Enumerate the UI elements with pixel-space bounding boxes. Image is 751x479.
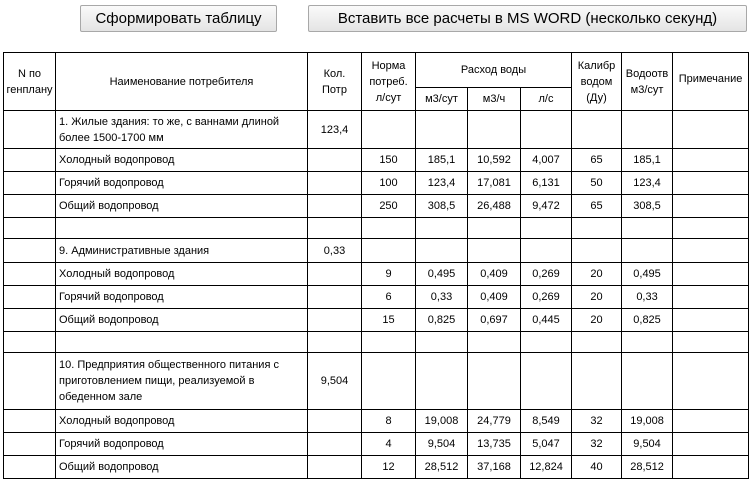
cell-m3h: 26,488 (468, 195, 521, 218)
group-title-row (4, 353, 749, 410)
cell-note (673, 263, 749, 286)
empty-cell (56, 218, 308, 239)
cell-ls: 0,269 (521, 263, 572, 286)
cell-name: Горячий водопровод (56, 433, 308, 456)
cell-ls (521, 353, 572, 410)
cell-count (308, 309, 362, 332)
empty-cell (308, 332, 362, 353)
cell-caliber (572, 239, 622, 263)
cell-count (308, 263, 362, 286)
cell-note (673, 195, 749, 218)
group-title: 9. Административные здания (56, 239, 308, 263)
table-row (4, 172, 749, 195)
cell-m3day: 123,4 (416, 172, 468, 195)
cell-caliber (572, 111, 622, 149)
build-table-button[interactable]: Сформировать таблицу (80, 5, 277, 32)
cell-note (673, 410, 749, 433)
cell-meter: 19,008 (622, 410, 673, 433)
cell-norm: 15 (362, 309, 416, 332)
group-count: 123,4 (308, 111, 362, 149)
group-title: 10. Предприятия общественного питания с приготовлением пищи, реализуемой в обеденном зале (56, 353, 308, 410)
cell-num (4, 149, 56, 172)
cell-meter (622, 353, 673, 410)
cell-ls (521, 111, 572, 149)
cell-caliber: 20 (572, 263, 622, 286)
cell-num (4, 172, 56, 195)
empty-cell (416, 218, 468, 239)
cell-norm: 100 (362, 172, 416, 195)
table-row (4, 309, 749, 332)
blank-row (4, 218, 749, 239)
cell-note (673, 433, 749, 456)
cell-name: Холодный водопровод (56, 149, 308, 172)
cell-num (4, 239, 56, 263)
cell-m3h: 10,592 (468, 149, 521, 172)
insert-word-button[interactable]: Вставить все расчеты в MS WORD (несколько секунд) (308, 5, 747, 32)
cell-m3day (416, 239, 468, 263)
cell-norm (362, 239, 416, 263)
cell-num (4, 410, 56, 433)
cell-ls: 0,269 (521, 286, 572, 309)
header-name: Наименование потребителя (56, 53, 308, 111)
header-norm: Норма потреб. л/сут (362, 53, 416, 111)
cell-name: Общий водопровод (56, 456, 308, 479)
cell-meter: 9,504 (622, 433, 673, 456)
cell-num (4, 195, 56, 218)
cell-caliber: 50 (572, 172, 622, 195)
cell-note (673, 172, 749, 195)
cell-caliber: 32 (572, 433, 622, 456)
table-row (4, 149, 749, 172)
cell-caliber (572, 353, 622, 410)
cell-norm (362, 111, 416, 149)
empty-cell (468, 332, 521, 353)
cell-note (673, 309, 749, 332)
empty-cell (468, 218, 521, 239)
cell-count (308, 410, 362, 433)
cell-ls: 12,824 (521, 456, 572, 479)
cell-note (673, 286, 749, 309)
water-consumption-table (3, 52, 749, 479)
cell-caliber: 20 (572, 309, 622, 332)
empty-cell (521, 332, 572, 353)
cell-num (4, 286, 56, 309)
cell-caliber: 32 (572, 410, 622, 433)
cell-norm (362, 353, 416, 410)
header-m3day: м3/сут (416, 88, 468, 111)
empty-cell (4, 332, 56, 353)
cell-m3day (416, 353, 468, 410)
cell-ls: 6,131 (521, 172, 572, 195)
header-ls: л/с (521, 88, 572, 111)
cell-ls: 4,007 (521, 149, 572, 172)
cell-m3day: 19,008 (416, 410, 468, 433)
cell-m3day (416, 111, 468, 149)
cell-num (4, 353, 56, 410)
cell-m3h: 24,779 (468, 410, 521, 433)
header-m3h: м3/ч (468, 88, 521, 111)
table-row (4, 410, 749, 433)
cell-m3day: 0,33 (416, 286, 468, 309)
cell-caliber: 65 (572, 195, 622, 218)
header-note: Примечание (673, 53, 749, 111)
cell-m3h: 13,735 (468, 433, 521, 456)
cell-norm: 250 (362, 195, 416, 218)
cell-meter: 0,495 (622, 263, 673, 286)
cell-name: Общий водопровод (56, 195, 308, 218)
header-num: N по генплану (4, 53, 56, 111)
cell-meter (622, 111, 673, 149)
cell-m3h: 0,409 (468, 263, 521, 286)
cell-ls: 0,445 (521, 309, 572, 332)
cell-m3day: 9,504 (416, 433, 468, 456)
cell-ls (521, 239, 572, 263)
empty-cell (362, 332, 416, 353)
cell-m3day: 28,512 (416, 456, 468, 479)
cell-count (308, 149, 362, 172)
cell-norm: 4 (362, 433, 416, 456)
cell-note (673, 353, 749, 410)
empty-cell (572, 218, 622, 239)
cell-note (673, 149, 749, 172)
empty-cell (416, 332, 468, 353)
empty-cell (673, 332, 749, 353)
cell-m3h (468, 353, 521, 410)
empty-cell (56, 332, 308, 353)
cell-m3h: 37,168 (468, 456, 521, 479)
cell-name: Горячий водопровод (56, 172, 308, 195)
cell-norm: 6 (362, 286, 416, 309)
cell-note (673, 456, 749, 479)
cell-m3day: 0,495 (416, 263, 468, 286)
cell-m3h: 0,697 (468, 309, 521, 332)
cell-num (4, 433, 56, 456)
cell-ls: 5,047 (521, 433, 572, 456)
blank-row (4, 332, 749, 353)
cell-m3h: 17,081 (468, 172, 521, 195)
empty-cell (622, 332, 673, 353)
cell-meter: 185,1 (622, 149, 673, 172)
cell-caliber: 40 (572, 456, 622, 479)
cell-count (308, 172, 362, 195)
cell-meter (622, 239, 673, 263)
header-row (4, 53, 749, 88)
table-row (4, 263, 749, 286)
empty-cell (572, 332, 622, 353)
cell-norm: 9 (362, 263, 416, 286)
cell-meter: 308,5 (622, 195, 673, 218)
table-row (4, 286, 749, 309)
cell-name: Общий водопровод (56, 309, 308, 332)
group-count: 9,504 (308, 353, 362, 410)
cell-m3day: 0,825 (416, 309, 468, 332)
cell-count (308, 195, 362, 218)
cell-m3h: 0,409 (468, 286, 521, 309)
cell-note (673, 239, 749, 263)
cell-num (4, 456, 56, 479)
cell-name: Холодный водопровод (56, 410, 308, 433)
cell-name: Холодный водопровод (56, 263, 308, 286)
cell-meter: 123,4 (622, 172, 673, 195)
cell-m3h (468, 239, 521, 263)
empty-cell (4, 218, 56, 239)
cell-num (4, 263, 56, 286)
cell-meter: 0,33 (622, 286, 673, 309)
empty-cell (521, 218, 572, 239)
cell-norm: 8 (362, 410, 416, 433)
cell-ls: 9,472 (521, 195, 572, 218)
cell-count (308, 286, 362, 309)
cell-m3h (468, 111, 521, 149)
empty-cell (362, 218, 416, 239)
table-row (4, 195, 749, 218)
header-caliber: Калибр водом (Ду) (572, 53, 622, 111)
cell-norm: 150 (362, 149, 416, 172)
cell-caliber: 65 (572, 149, 622, 172)
empty-cell (673, 218, 749, 239)
group-title-row (4, 111, 749, 149)
cell-norm: 12 (362, 456, 416, 479)
cell-count (308, 433, 362, 456)
cell-meter: 28,512 (622, 456, 673, 479)
cell-ls: 8,549 (521, 410, 572, 433)
table-row (4, 433, 749, 456)
header-meter: Водоотв м3/сут (622, 53, 673, 111)
cell-meter: 0,825 (622, 309, 673, 332)
cell-num (4, 309, 56, 332)
cell-m3day: 185,1 (416, 149, 468, 172)
cell-m3day: 308,5 (416, 195, 468, 218)
cell-name: Горячий водопровод (56, 286, 308, 309)
empty-cell (308, 218, 362, 239)
group-title: 1. Жилые здания: то же, с ваннами длиной более 1500-1700 мм (56, 111, 308, 149)
table-row (4, 456, 749, 479)
cell-caliber: 20 (572, 286, 622, 309)
group-title-row (4, 239, 749, 263)
empty-cell (622, 218, 673, 239)
cell-count (308, 456, 362, 479)
cell-note (673, 111, 749, 149)
cell-num (4, 111, 56, 149)
header-consumption: Расход воды (416, 53, 572, 88)
header-count: Кол. Потр (308, 53, 362, 111)
group-count: 0,33 (308, 239, 362, 263)
